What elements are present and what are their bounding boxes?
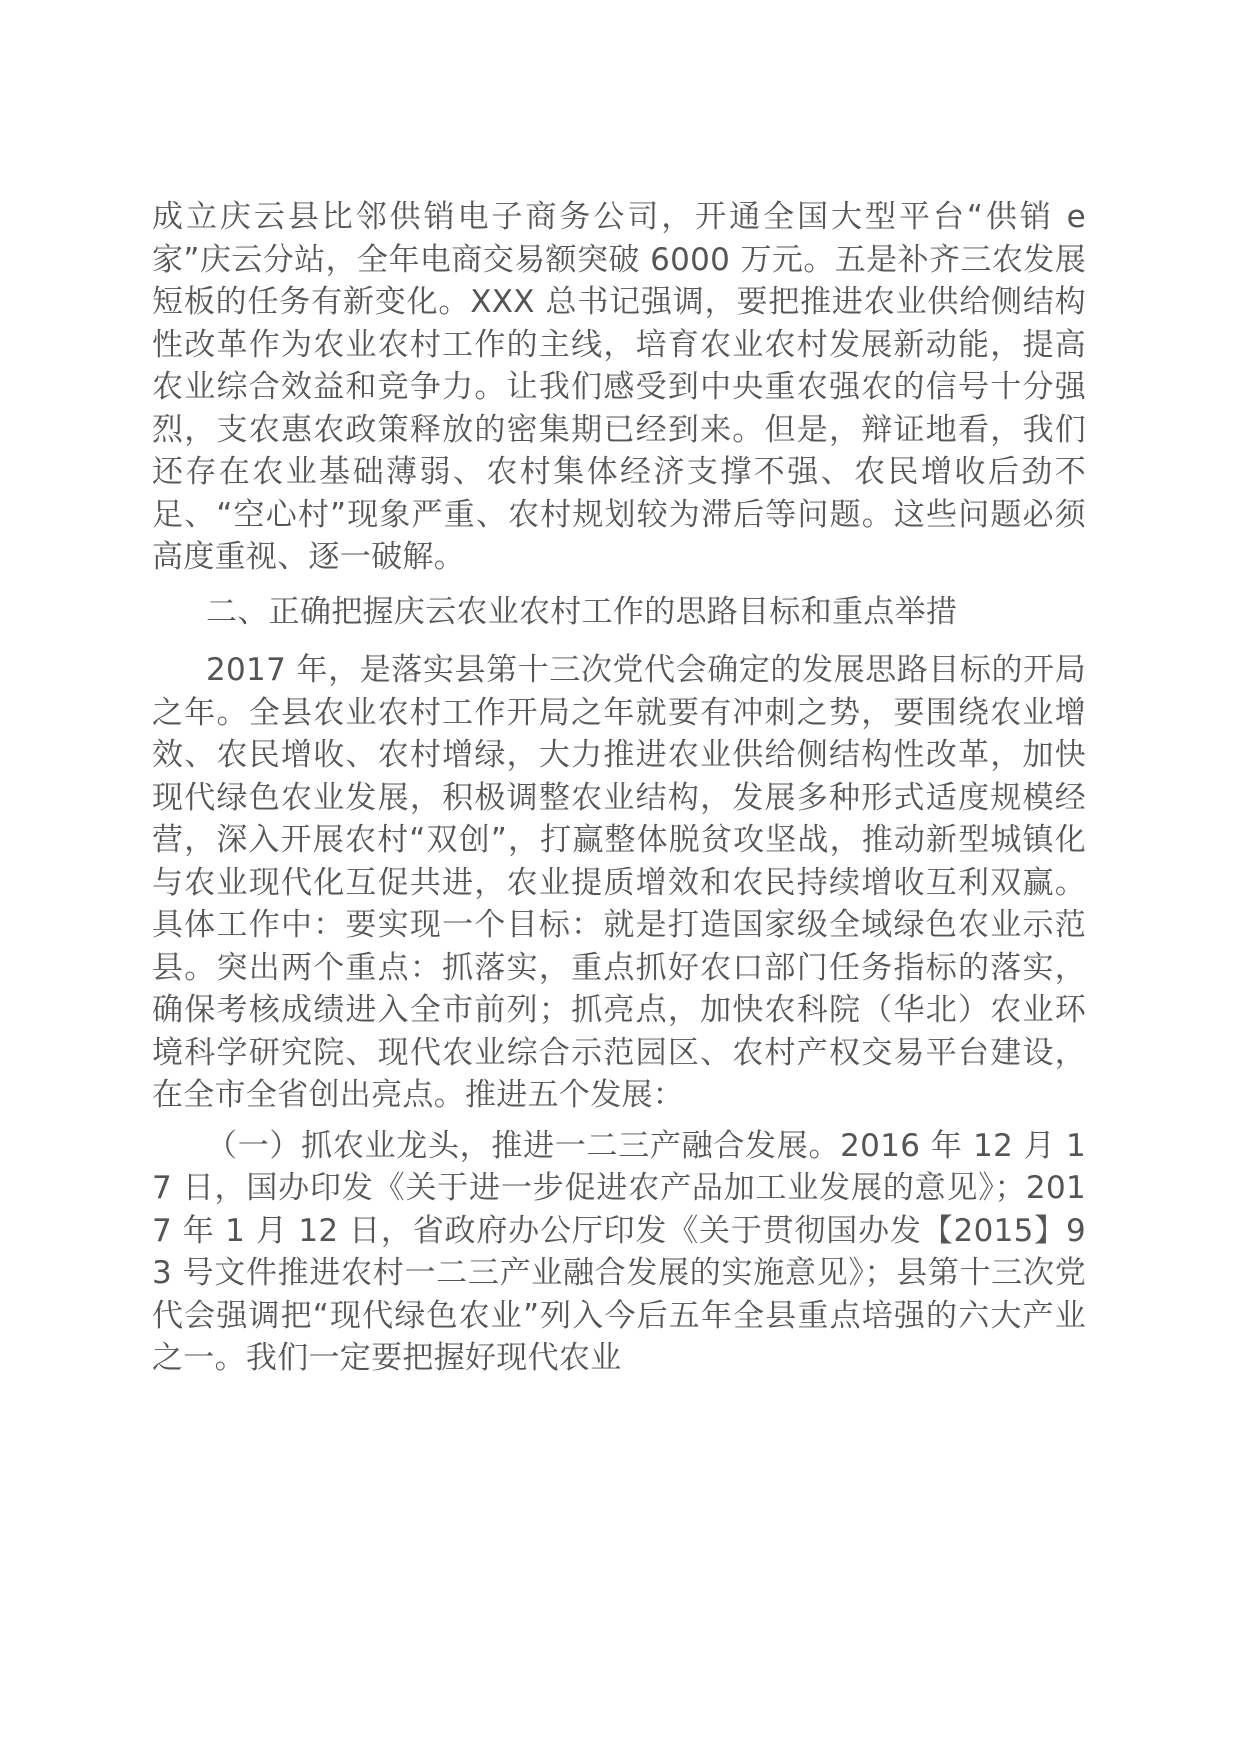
- document-body: [152, 196, 1086, 1388]
- paragraph-subsection-1: （一）抓农业龙头，推进一二三产融合发展。2016 年 12 月 17 日，国办印发《关于进一步促进农产品加工业发展的意见》；2017 年 1 月 12 日，省政府办公厅印发《关于贯彻国办发【2015】93 号文件推进农村一二三产业融合发展的实施意见》；县第十三次党代会强调把“现代绿色农业”列入今后五年全县重点培强的六大产业之一。我们一定要把握好现代农业: [152, 1127, 1086, 1376]
- paragraph-section-2-body: 2017 年，是落实县第十三次党代会确定的发展思路目标的开局之年。全县农业农村工作开局之年就要有冲刺之势，要围绕农业增效、农民增收、农村增绿，大力推进农业供给侧结构性改革，加快现代绿色农业发展，积极调整农业结构，发展多种形式适度规模经营，深入开展农村“双创”，打赢整体脱贫攻坚战，推动新型城镇化与农业现代化互促共进，农业提质增效和农民持续增收互利双赢。具体工作中：要实现一个目标：就是打造国家级全域绿色农业示范县。突出两个重点：抓落实，重点抓好农口部门任务指标的落实，确保考核成绩进入全市前列；抓亮点，加快农科院（华北）农业环境科学研究院、现代农业综合示范园区、农村产权交易平台建设，在全市全省创出亮点。推进五个发展：: [152, 652, 1086, 1113]
- section-heading-2: 二、正确把握庆云农业农村工作的思路目标和重点举措: [206, 593, 958, 630]
- paragraph-continued-intro: 成立庆云县比邻供销电子商务公司，开通全国大型平台“供销 e 家”庆云分站，全年电商交易额突破 6000 万元。五是补齐三农发展短板的任务有新变化。XXX 总书记强调，要把推进农业供给侧结构性改革作为农业农村工作的主线，培育农业农村发展新动能，提高农业综合效益和竞争力。让我们感受到中央重农强农的信号十分强烈，支农惠农政策释放的密集期已经到来。但是，辩证地看，我们还存在农业基础薄弱、农村集体经济支撑不强、农民增收后劲不足、“空心村”现象严重、农村规划较为滞后等问题。这些问题必须高度重视、逐一破解。: [152, 199, 1086, 575]
